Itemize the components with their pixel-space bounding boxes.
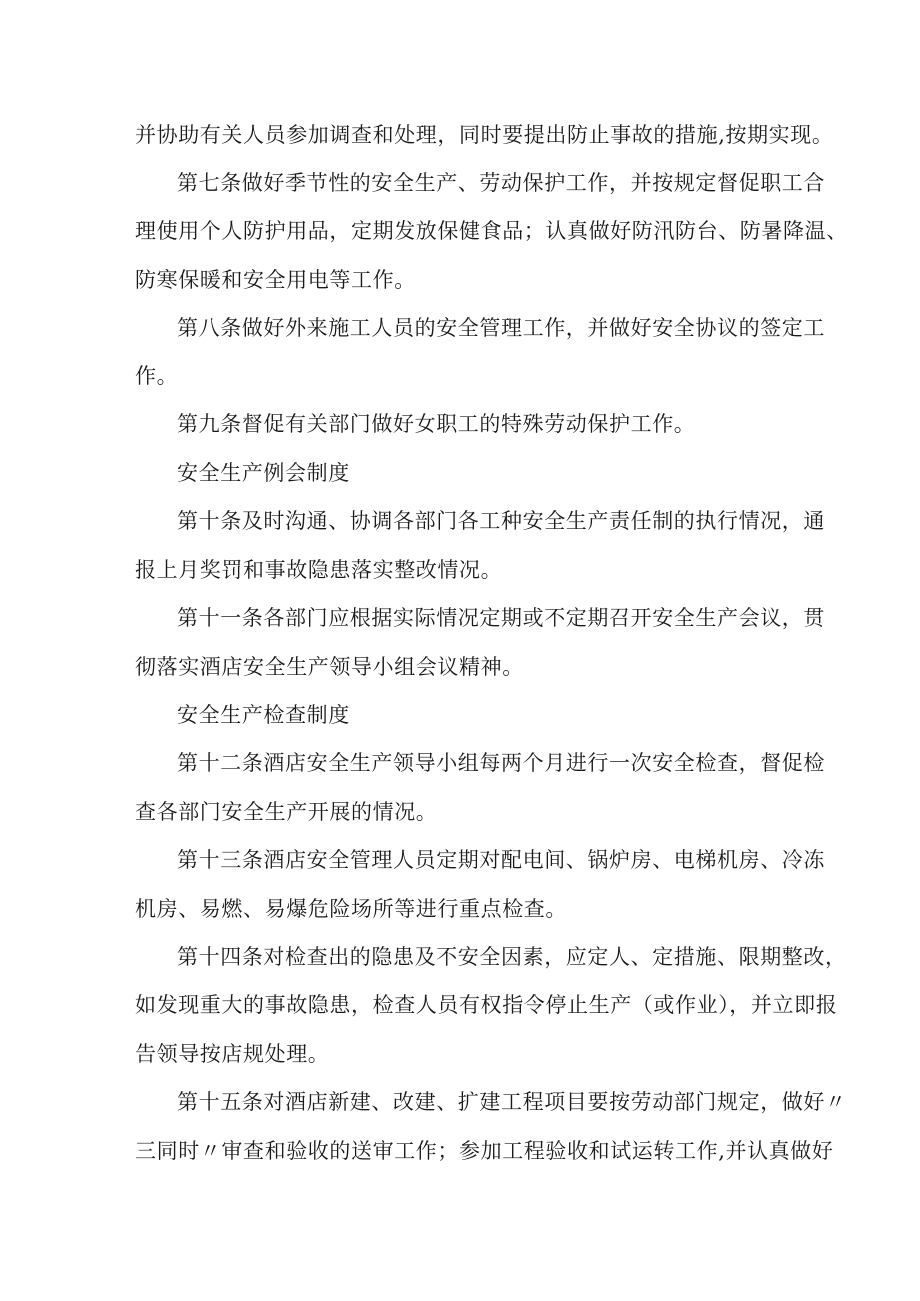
text-line: 报上月奖罚和事故隐患落实整改情况。 (135, 558, 503, 582)
text-line: 第十五条对酒店新建、改建、扩建工程项目要按劳动部门规定，做好〃 (177, 1090, 847, 1114)
text-line: 第八条做好外来施工人员的安全管理工作，并做好安全协议的签定工 (177, 316, 825, 340)
text-line: 第十四条对检查出的隐患及不安全因素，应定人、定措施、限期整改， (177, 945, 847, 969)
text-line: 机房、易燃、易爆危险场所等进行重点检查。 (135, 897, 567, 921)
text-line: 防寒保暖和安全用电等工作。 (135, 268, 416, 292)
text-line: 作。 (135, 364, 179, 388)
text-line: 第十条及时沟通、协调各部门各工种安全生产责任制的执行情况，通 (177, 509, 825, 533)
text-line: 告领导按店规处理。 (135, 1042, 330, 1066)
text-line: 第七条做好季节性的安全生产、劳动保护工作，并按规定督促职工合 (177, 171, 825, 195)
text-line: 查各部门安全生产开展的情况。 (135, 800, 438, 824)
text-line: 三同时〃审查和验收的送审工作；参加工程验收和试运转工作,并认真做好 (135, 1139, 834, 1163)
text-line: 第十一条各部门应根据实际情况定期或不定期召开安全生产会议，贯 (177, 606, 825, 630)
text-line: 第九条督促有关部门做好女职工的特殊劳动保护工作。 (177, 412, 696, 436)
text-line: 第十二条酒店安全生产领导小组每两个月进行一次安全检查，督促检 (177, 751, 825, 775)
text-line: 理使用个人防护用品，定期发放保健食品；认真做好防汛防台、防暑降温、 (135, 219, 848, 243)
text-line: 并协助有关人员参加调查和处理，同时要提出防止事故的措施,按期实现。 (135, 123, 834, 147)
text-line: 如发现重大的事故隐患，检查人员有权指令停止生产（或作业），并立即报 (135, 993, 838, 1017)
text-line: 彻落实酒店安全生产领导小组会议精神。 (135, 655, 524, 679)
text-line: 第十三条酒店安全管理人员定期对配电间、锅炉房、电梯机房、冷冻 (177, 848, 825, 872)
section-heading: 安全生产例会制度 (177, 461, 350, 485)
section-heading: 安全生产检查制度 (177, 703, 350, 727)
